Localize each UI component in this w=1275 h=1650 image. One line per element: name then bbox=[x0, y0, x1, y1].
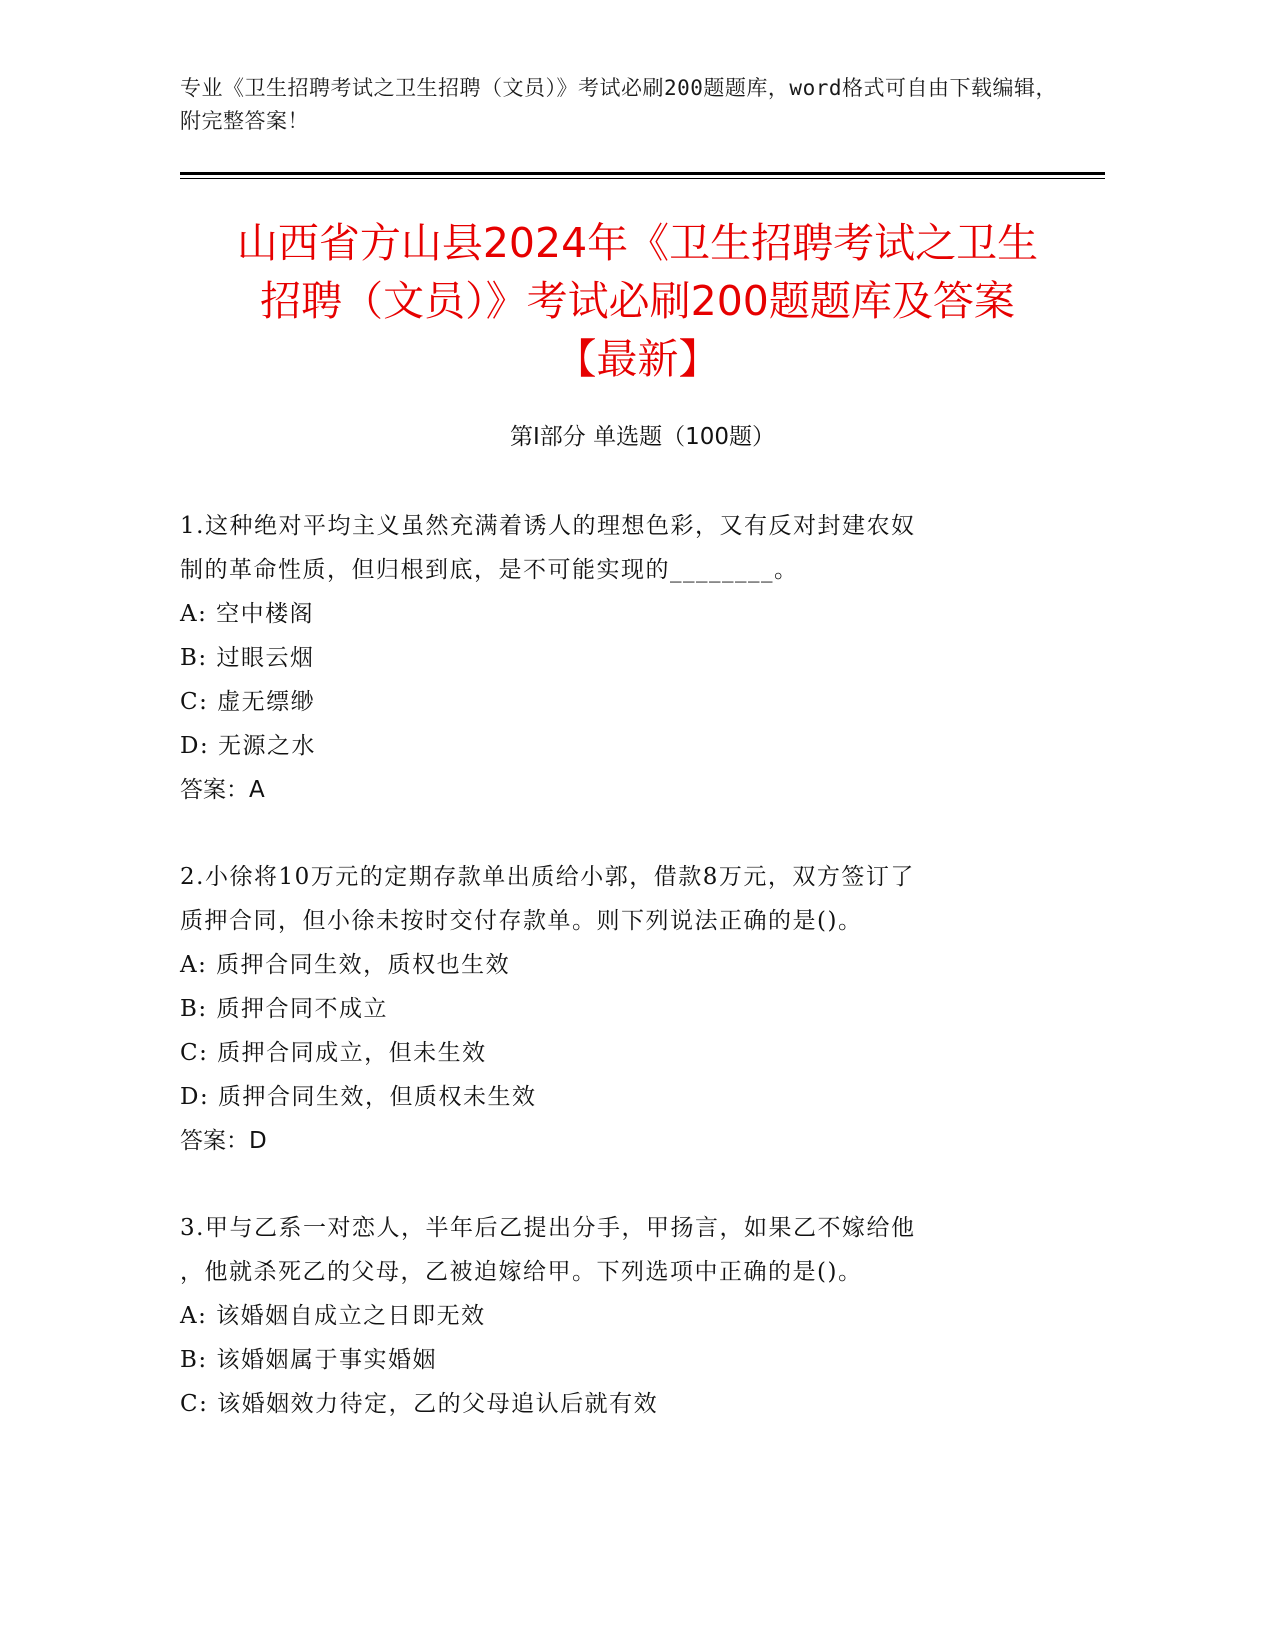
question-text: 2.小徐将10万元的定期存款单出质给小郭，借款8万元，双方签订了 bbox=[180, 864, 915, 890]
header-rule-thick bbox=[180, 172, 1105, 175]
title-line-2: 招聘（文员）》考试必刷200题题库及答案 bbox=[260, 277, 1015, 325]
question-text: 制的革命性质，但归根到底，是不可能实现的________。 bbox=[180, 557, 799, 583]
question-text: 3.甲与乙系一对恋人，半年后乙提出分手，甲扬言，如果乙不嫁给他 bbox=[180, 1215, 916, 1241]
question-text: 1.这种绝对平均主义虽然充满着诱人的理想色彩，又有反对封建农奴 bbox=[180, 513, 916, 539]
option-d: D: 质押合同生效，但质权未生效 bbox=[180, 1084, 537, 1110]
question-1 bbox=[180, 504, 1040, 812]
option-c: C: 该婚姻效力待定，乙的父母追认后就有效 bbox=[180, 1391, 659, 1417]
option-d: D: 无源之水 bbox=[180, 733, 317, 759]
option-c: C: 虚无缥缈 bbox=[180, 689, 316, 715]
question-3 bbox=[180, 1206, 1040, 1426]
option-b: B: 过眼云烟 bbox=[180, 645, 315, 671]
question-text: 质押合同，但小徐未按时交付存款单。则下列说法正确的是()。 bbox=[180, 908, 863, 934]
answer: 答案：A bbox=[180, 777, 265, 803]
question-text: ，他就杀死乙的父母，乙被迫嫁给甲。下列选项中正确的是()。 bbox=[180, 1259, 863, 1285]
question-list bbox=[180, 504, 1040, 1469]
document-title bbox=[150, 214, 1125, 388]
option-a: A: 空中楼阁 bbox=[180, 601, 315, 627]
option-b: B: 该婚姻属于事实婚姻 bbox=[180, 1347, 437, 1373]
option-b: B: 质押合同不成立 bbox=[180, 996, 388, 1022]
title-line-1: 山西省方山县2024年《卫生招聘考试之卫生 bbox=[236, 219, 1039, 267]
question-2 bbox=[180, 855, 1040, 1163]
option-c: C: 质押合同成立，但未生效 bbox=[180, 1040, 487, 1066]
header-rule-thin bbox=[180, 178, 1105, 179]
section-title: 第I部分 单选题（100题） bbox=[510, 424, 775, 450]
answer: 答案：D bbox=[180, 1128, 267, 1154]
option-a: A: 质押合同生效，质权也生效 bbox=[180, 952, 511, 978]
option-a: A: 该婚姻自成立之日即无效 bbox=[180, 1303, 486, 1329]
header-note: 专业《卫生招聘考试之卫生招聘（文员）》考试必刷200题题库，word格式可自由下载编辑，附完整答案！ bbox=[180, 76, 1057, 133]
title-line-3: 【最新】 bbox=[555, 335, 720, 383]
